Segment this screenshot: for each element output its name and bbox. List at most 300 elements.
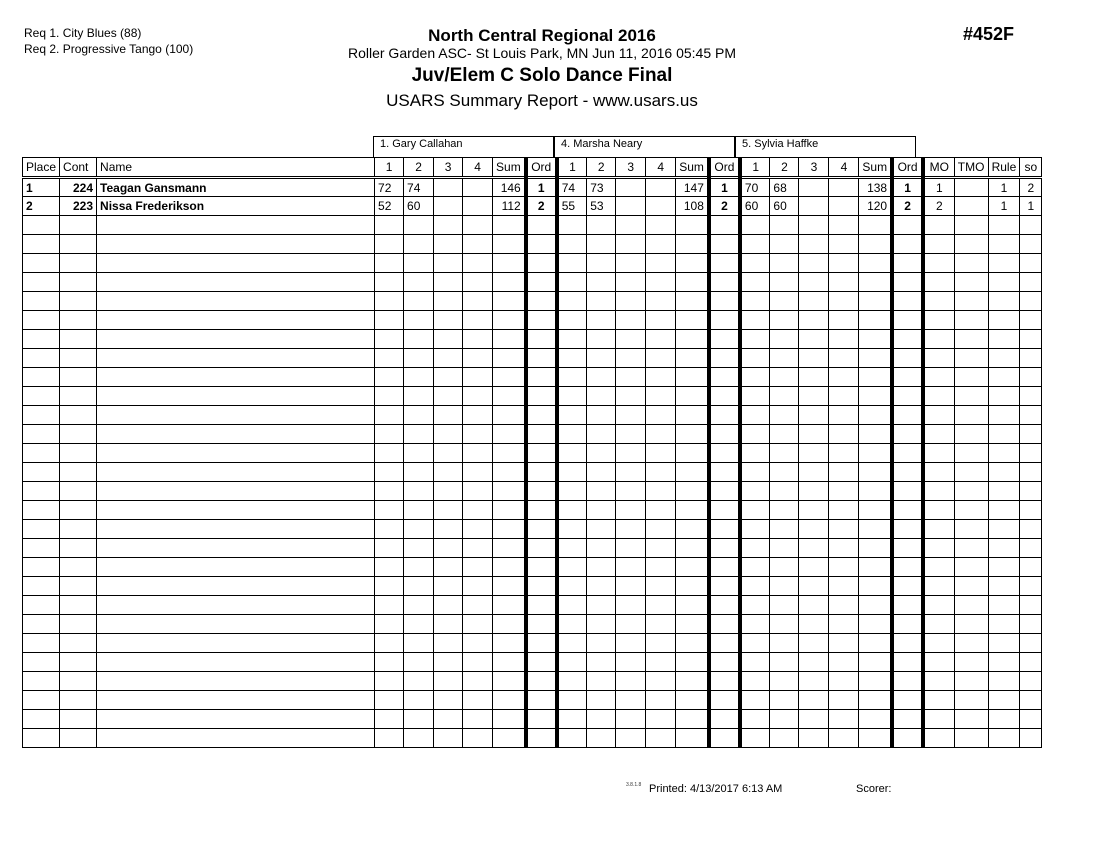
- empty-cell: [676, 539, 709, 558]
- empty-cell: [829, 482, 859, 501]
- score-2-cell: 68: [770, 178, 799, 197]
- empty-cell: [646, 710, 676, 729]
- empty-cell: [434, 539, 463, 558]
- name-cell: Teagan Gansmann: [97, 178, 375, 197]
- empty-cell: [375, 463, 404, 482]
- empty-cell: [1020, 672, 1042, 691]
- empty-cell: [988, 501, 1020, 520]
- empty-cell: [60, 691, 97, 710]
- empty-cell: [375, 482, 404, 501]
- empty-cell: [709, 615, 740, 634]
- empty-cell: [23, 444, 60, 463]
- empty-cell: [770, 672, 799, 691]
- empty-cell: [404, 577, 434, 596]
- empty-cell: [526, 425, 557, 444]
- empty-cell: [60, 596, 97, 615]
- score-2-cell: 74: [404, 178, 434, 197]
- empty-cell: [829, 292, 859, 311]
- empty-cell: [954, 577, 988, 596]
- empty-cell: [434, 387, 463, 406]
- empty-cell: [988, 634, 1020, 653]
- empty-cell: [646, 387, 676, 406]
- empty-cell: [709, 273, 740, 292]
- empty-cell: [740, 520, 770, 539]
- empty-cell: [404, 387, 434, 406]
- empty-cell: [404, 653, 434, 672]
- empty-cell: [892, 539, 923, 558]
- empty-cell: [557, 577, 587, 596]
- empty-cell: [23, 577, 60, 596]
- empty-cell: [60, 349, 97, 368]
- empty-cell: [60, 387, 97, 406]
- empty-cell: [404, 539, 434, 558]
- empty-cell: [434, 482, 463, 501]
- empty-cell: [829, 330, 859, 349]
- empty-cell: [375, 558, 404, 577]
- empty-cell: [646, 292, 676, 311]
- empty-cell: [587, 615, 616, 634]
- empty-cell: [60, 558, 97, 577]
- empty-cell: [988, 254, 1020, 273]
- empty-cell: [23, 596, 60, 615]
- empty-cell: [616, 311, 646, 330]
- empty-cell: [97, 387, 375, 406]
- empty-cell: [616, 216, 646, 235]
- empty-cell: [709, 387, 740, 406]
- empty-cell: [829, 254, 859, 273]
- empty-cell: [770, 254, 799, 273]
- empty-cell: [97, 577, 375, 596]
- judge-header-2: 4. Marsha Neary: [554, 136, 735, 157]
- empty-cell: [646, 235, 676, 254]
- empty-cell: [526, 634, 557, 653]
- score-1-cell: 55: [557, 197, 587, 216]
- empty-cell: [557, 539, 587, 558]
- empty-cell: [859, 634, 892, 653]
- empty-cell: [646, 520, 676, 539]
- empty-cell: [463, 368, 493, 387]
- empty-cell: [892, 235, 923, 254]
- empty-cell: [892, 444, 923, 463]
- col-j3-ord: Ord: [892, 158, 923, 178]
- empty-cell: [988, 615, 1020, 634]
- empty-cell: [923, 615, 954, 634]
- empty-cell: [923, 558, 954, 577]
- empty-cell: [646, 406, 676, 425]
- empty-cell: [526, 577, 557, 596]
- empty-cell: [988, 330, 1020, 349]
- empty-cell: [97, 425, 375, 444]
- empty-cell: [770, 577, 799, 596]
- empty-table-row: [23, 577, 1042, 596]
- empty-cell: [97, 653, 375, 672]
- tmo-cell: [954, 197, 988, 216]
- empty-cell: [859, 710, 892, 729]
- empty-cell: [97, 501, 375, 520]
- empty-cell: [375, 216, 404, 235]
- empty-cell: [770, 273, 799, 292]
- empty-cell: [988, 653, 1020, 672]
- empty-cell: [740, 368, 770, 387]
- empty-cell: [954, 596, 988, 615]
- empty-cell: [526, 596, 557, 615]
- empty-cell: [954, 235, 988, 254]
- empty-table-row: [23, 482, 1042, 501]
- empty-cell: [60, 653, 97, 672]
- empty-cell: [799, 672, 829, 691]
- empty-cell: [375, 330, 404, 349]
- empty-cell: [557, 216, 587, 235]
- empty-cell: [829, 387, 859, 406]
- empty-cell: [60, 235, 97, 254]
- empty-cell: [892, 387, 923, 406]
- empty-cell: [770, 463, 799, 482]
- empty-cell: [646, 577, 676, 596]
- empty-cell: [60, 463, 97, 482]
- empty-cell: [616, 292, 646, 311]
- empty-cell: [404, 406, 434, 425]
- empty-cell: [829, 425, 859, 444]
- judge-header-3: 5. Sylvia Haffke: [735, 136, 916, 157]
- empty-cell: [97, 235, 375, 254]
- empty-cell: [988, 729, 1020, 748]
- empty-cell: [859, 273, 892, 292]
- empty-cell: [404, 368, 434, 387]
- empty-cell: [1020, 406, 1042, 425]
- empty-cell: [375, 672, 404, 691]
- empty-cell: [829, 729, 859, 748]
- empty-cell: [709, 311, 740, 330]
- empty-cell: [616, 254, 646, 273]
- empty-cell: [375, 596, 404, 615]
- empty-cell: [799, 292, 829, 311]
- empty-cell: [829, 539, 859, 558]
- empty-cell: [616, 482, 646, 501]
- empty-cell: [493, 254, 526, 273]
- empty-cell: [434, 672, 463, 691]
- empty-cell: [799, 216, 829, 235]
- empty-cell: [526, 482, 557, 501]
- empty-cell: [526, 539, 557, 558]
- empty-cell: [463, 520, 493, 539]
- empty-cell: [463, 577, 493, 596]
- empty-cell: [954, 387, 988, 406]
- empty-cell: [709, 368, 740, 387]
- empty-cell: [493, 368, 526, 387]
- empty-cell: [23, 653, 60, 672]
- empty-cell: [709, 254, 740, 273]
- empty-cell: [434, 691, 463, 710]
- empty-cell: [493, 653, 526, 672]
- empty-cell: [923, 311, 954, 330]
- empty-cell: [859, 596, 892, 615]
- score-4-cell: [646, 197, 676, 216]
- empty-cell: [709, 596, 740, 615]
- empty-cell: [709, 672, 740, 691]
- empty-cell: [799, 254, 829, 273]
- empty-cell: [988, 539, 1020, 558]
- empty-cell: [646, 273, 676, 292]
- empty-cell: [493, 577, 526, 596]
- empty-cell: [60, 615, 97, 634]
- empty-cell: [740, 501, 770, 520]
- empty-cell: [988, 596, 1020, 615]
- empty-cell: [375, 615, 404, 634]
- empty-cell: [709, 216, 740, 235]
- empty-cell: [587, 710, 616, 729]
- empty-cell: [646, 330, 676, 349]
- event-title: North Central Regional 2016: [428, 26, 656, 45]
- empty-cell: [404, 463, 434, 482]
- empty-cell: [463, 387, 493, 406]
- sum-cell: 108: [676, 197, 709, 216]
- empty-cell: [988, 311, 1020, 330]
- empty-cell: [587, 349, 616, 368]
- empty-cell: [799, 311, 829, 330]
- empty-cell: [557, 387, 587, 406]
- empty-cell: [1020, 349, 1042, 368]
- mo-cell: 1: [923, 178, 954, 197]
- empty-cell: [463, 254, 493, 273]
- empty-cell: [892, 311, 923, 330]
- empty-cell: [463, 216, 493, 235]
- empty-cell: [1020, 501, 1042, 520]
- empty-cell: [404, 311, 434, 330]
- empty-cell: [923, 672, 954, 691]
- empty-cell: [526, 729, 557, 748]
- empty-cell: [988, 463, 1020, 482]
- empty-cell: [646, 254, 676, 273]
- empty-cell: [770, 710, 799, 729]
- empty-cell: [892, 558, 923, 577]
- empty-cell: [709, 520, 740, 539]
- score-3-cell: [616, 178, 646, 197]
- empty-cell: [892, 254, 923, 273]
- empty-cell: [923, 349, 954, 368]
- empty-cell: [557, 596, 587, 615]
- empty-cell: [923, 292, 954, 311]
- score-3-cell: [434, 178, 463, 197]
- col-cont: Cont: [60, 158, 97, 178]
- empty-cell: [526, 463, 557, 482]
- empty-cell: [1020, 254, 1042, 273]
- empty-cell: [60, 501, 97, 520]
- empty-table-row: [23, 501, 1042, 520]
- empty-cell: [493, 235, 526, 254]
- empty-cell: [676, 463, 709, 482]
- empty-cell: [557, 634, 587, 653]
- empty-cell: [23, 349, 60, 368]
- empty-cell: [526, 235, 557, 254]
- col-name: Name: [97, 158, 375, 178]
- empty-cell: [859, 254, 892, 273]
- empty-cell: [799, 349, 829, 368]
- empty-cell: [587, 634, 616, 653]
- empty-cell: [557, 368, 587, 387]
- empty-cell: [375, 710, 404, 729]
- empty-cell: [923, 482, 954, 501]
- empty-cell: [646, 729, 676, 748]
- empty-cell: [676, 368, 709, 387]
- empty-cell: [434, 653, 463, 672]
- col-j2-sum: Sum: [676, 158, 709, 178]
- empty-cell: [375, 311, 404, 330]
- empty-cell: [616, 406, 646, 425]
- empty-cell: [526, 349, 557, 368]
- empty-cell: [1020, 235, 1042, 254]
- empty-cell: [988, 368, 1020, 387]
- empty-cell: [616, 235, 646, 254]
- empty-cell: [829, 577, 859, 596]
- empty-cell: [557, 520, 587, 539]
- empty-cell: [404, 710, 434, 729]
- empty-cell: [616, 330, 646, 349]
- empty-cell: [1020, 368, 1042, 387]
- empty-cell: [988, 482, 1020, 501]
- empty-cell: [375, 691, 404, 710]
- so-cell: 1: [1020, 197, 1042, 216]
- empty-cell: [463, 558, 493, 577]
- empty-table-row: [23, 653, 1042, 672]
- empty-cell: [23, 615, 60, 634]
- empty-cell: [859, 520, 892, 539]
- empty-cell: [770, 691, 799, 710]
- empty-cell: [676, 672, 709, 691]
- empty-cell: [23, 330, 60, 349]
- empty-cell: [375, 292, 404, 311]
- empty-cell: [829, 710, 859, 729]
- empty-cell: [829, 273, 859, 292]
- empty-cell: [799, 558, 829, 577]
- empty-cell: [97, 558, 375, 577]
- empty-cell: [1020, 539, 1042, 558]
- empty-cell: [587, 444, 616, 463]
- empty-cell: [646, 634, 676, 653]
- empty-cell: [493, 520, 526, 539]
- empty-cell: [434, 558, 463, 577]
- empty-cell: [23, 311, 60, 330]
- empty-cell: [829, 596, 859, 615]
- score-3-cell: [799, 178, 829, 197]
- empty-cell: [923, 596, 954, 615]
- empty-cell: [829, 672, 859, 691]
- empty-cell: [97, 634, 375, 653]
- empty-cell: [97, 463, 375, 482]
- empty-cell: [770, 349, 799, 368]
- empty-cell: [434, 330, 463, 349]
- empty-table-row: [23, 273, 1042, 292]
- col-place: Place: [23, 158, 60, 178]
- col-j1-s1: 1: [375, 158, 404, 178]
- empty-cell: [709, 330, 740, 349]
- cont-cell: 223: [60, 197, 97, 216]
- empty-cell: [493, 691, 526, 710]
- empty-cell: [587, 482, 616, 501]
- empty-cell: [954, 615, 988, 634]
- empty-cell: [770, 406, 799, 425]
- empty-cell: [646, 216, 676, 235]
- empty-cell: [23, 729, 60, 748]
- empty-cell: [60, 520, 97, 539]
- empty-cell: [60, 672, 97, 691]
- empty-cell: [646, 444, 676, 463]
- empty-cell: [892, 653, 923, 672]
- empty-cell: [587, 425, 616, 444]
- empty-cell: [829, 235, 859, 254]
- empty-cell: [954, 254, 988, 273]
- empty-cell: [829, 558, 859, 577]
- empty-cell: [799, 235, 829, 254]
- empty-cell: [646, 425, 676, 444]
- empty-cell: [676, 311, 709, 330]
- empty-cell: [1020, 558, 1042, 577]
- empty-cell: [988, 710, 1020, 729]
- empty-cell: [676, 520, 709, 539]
- empty-cell: [97, 368, 375, 387]
- empty-cell: [375, 254, 404, 273]
- empty-cell: [923, 691, 954, 710]
- empty-cell: [463, 672, 493, 691]
- empty-cell: [892, 691, 923, 710]
- empty-cell: [587, 254, 616, 273]
- empty-cell: [97, 444, 375, 463]
- empty-cell: [616, 615, 646, 634]
- empty-cell: [587, 216, 616, 235]
- empty-cell: [770, 615, 799, 634]
- empty-cell: [954, 292, 988, 311]
- empty-cell: [493, 444, 526, 463]
- empty-cell: [829, 368, 859, 387]
- empty-cell: [375, 577, 404, 596]
- empty-cell: [1020, 425, 1042, 444]
- empty-cell: [60, 330, 97, 349]
- empty-cell: [23, 691, 60, 710]
- empty-cell: [60, 216, 97, 235]
- empty-cell: [493, 482, 526, 501]
- empty-cell: [646, 615, 676, 634]
- empty-cell: [404, 254, 434, 273]
- empty-cell: [557, 292, 587, 311]
- empty-cell: [923, 235, 954, 254]
- empty-cell: [526, 311, 557, 330]
- empty-cell: [892, 482, 923, 501]
- empty-cell: [892, 463, 923, 482]
- empty-cell: [799, 444, 829, 463]
- score-4-cell: [463, 178, 493, 197]
- empty-cell: [375, 444, 404, 463]
- empty-cell: [60, 577, 97, 596]
- empty-cell: [709, 634, 740, 653]
- empty-cell: [97, 539, 375, 558]
- empty-cell: [587, 653, 616, 672]
- empty-cell: [434, 615, 463, 634]
- empty-cell: [923, 729, 954, 748]
- empty-cell: [463, 615, 493, 634]
- empty-cell: [770, 520, 799, 539]
- empty-cell: [988, 235, 1020, 254]
- empty-cell: [892, 501, 923, 520]
- empty-cell: [740, 311, 770, 330]
- empty-cell: [676, 691, 709, 710]
- col-j2-ord: Ord: [709, 158, 740, 178]
- empty-cell: [587, 539, 616, 558]
- empty-cell: [526, 558, 557, 577]
- empty-cell: [434, 520, 463, 539]
- empty-cell: [709, 349, 740, 368]
- empty-cell: [616, 520, 646, 539]
- empty-cell: [23, 482, 60, 501]
- table-row: [23, 178, 1042, 197]
